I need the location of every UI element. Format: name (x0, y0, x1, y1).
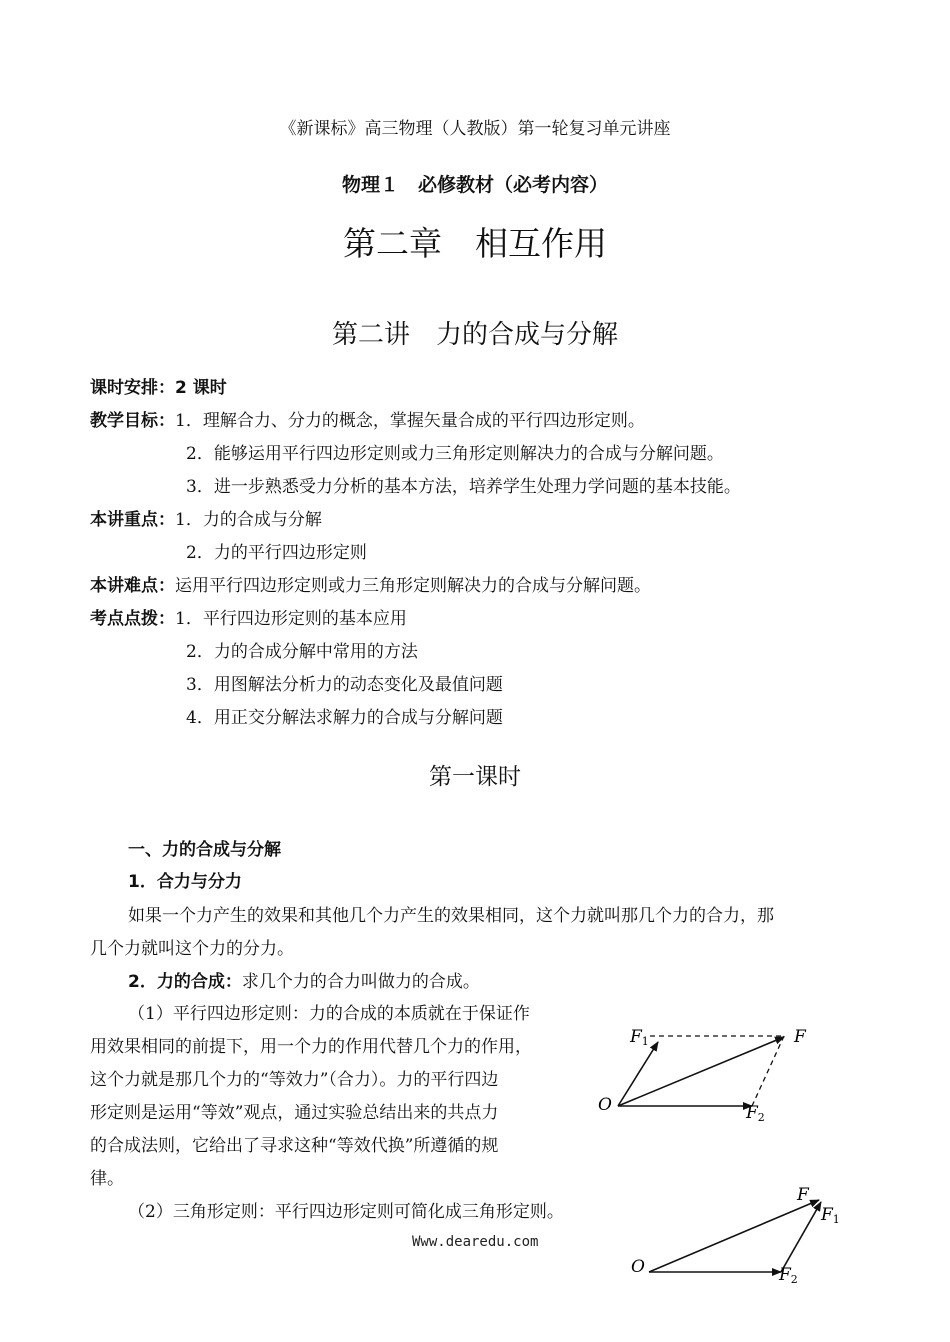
objective-item: 3．进一步熟悉受力分析的基本方法，培养学生处理力学问题的基本技能。 (186, 477, 741, 497)
vector-f-resultant (649, 1200, 819, 1272)
vector-f1 (618, 1042, 658, 1106)
paragraph-1-line-2: 几个力就叫这个力的分力。 (90, 939, 294, 959)
paragraph-2-line: 用效果相同的前提下，用一个力的作用代替几个力的作用， (90, 1037, 532, 1057)
section-heading: 一、力的合成与分解 (128, 840, 281, 860)
difficulties-value: 运用平行四边形定则或力三角形定则解决力的合成与分解问题。 (175, 576, 651, 596)
paragraph-2-line: 的合成法则，它给出了寻求这种“等效代换”所遵循的规 (90, 1136, 499, 1156)
watermark-url: Www.dearedu.com (412, 1234, 539, 1250)
subject-title: 物理１ 必修教材（必考内容） (341, 174, 608, 196)
key-point-item: 1．力的合成与分解 (175, 510, 322, 530)
label-f: F (797, 1185, 809, 1205)
lesson-title: 第一课时 (429, 764, 521, 790)
difficulties-label: 本讲难点： (90, 576, 175, 596)
paragraph-1-line-1: 如果一个力产生的效果和其他几个力产生的效果相同，这个力就叫那几个力的合力，那 (128, 906, 774, 926)
label-origin: O (631, 1257, 645, 1277)
exam-point-item: 3．用图解法分析力的动态变化及最值问题 (186, 675, 503, 695)
objective-item: 2．能够运用平行四边形定则或力三角形定则解决力的合成与分解问题。 (186, 444, 724, 464)
subsection-2-label: 2．力的合成： (128, 972, 242, 992)
label-f2: F2 (779, 1265, 798, 1286)
schedule-label: 课时安排： (90, 378, 175, 398)
parallelogram-diagram (590, 1018, 820, 1128)
difficulties-line (90, 571, 651, 596)
dashed-edge-right (752, 1036, 784, 1106)
schedule-value: 2 课时 (175, 378, 227, 398)
exam-point-item: 1．平行四边形定则的基本应用 (175, 609, 407, 629)
subsection-2-text: 求几个力的合力叫做力的合成。 (241, 972, 480, 992)
vector-f1 (781, 1202, 821, 1272)
key-points-line-1 (90, 505, 322, 530)
label-f1: F1 (630, 1027, 649, 1048)
label-origin: O (598, 1095, 612, 1115)
key-points-label: 本讲重点： (90, 510, 175, 530)
exam-point-item: 4．用正交分解法求解力的合成与分解问题 (186, 708, 503, 728)
exam-point-item: 2．力的合成分解中常用的方法 (186, 642, 418, 662)
label-f1: F1 (821, 1205, 840, 1226)
triangle-diagram (625, 1180, 855, 1290)
chapter-title: 第二章 相互作用 (343, 224, 607, 263)
series-title: 《新课标》高三物理（人教版）第一轮复习单元讲座 (279, 119, 671, 139)
exam-points-line-1 (90, 604, 407, 629)
exam-points-label: 考点点拨： (90, 609, 175, 629)
objectives-label: 教学目标： (90, 411, 175, 431)
objectives-line-1 (90, 406, 645, 431)
paragraph-2-line: （1）平行四边形定则：力的合成的本质就在于保证作 (128, 1004, 530, 1024)
paragraph-2-line: 形定则是运用“等效”观点，通过实验总结出来的共点力 (90, 1103, 499, 1123)
objective-item: 1．理解合力、分力的概念，掌握矢量合成的平行四边形定则。 (175, 411, 645, 431)
lecture-title: 第二讲 力的合成与分解 (331, 320, 618, 350)
schedule-line (90, 373, 227, 398)
key-point-item: 2．力的平行四边形定则 (186, 543, 367, 563)
subsection-2-line (128, 967, 480, 992)
paragraph-2-line: 这个力就是那几个力的“等效力”（合力）。力的平行四边 (90, 1070, 499, 1090)
label-f2: F2 (746, 1103, 765, 1124)
label-f: F (794, 1027, 806, 1047)
subsection-1-heading: 1．合力与分力 (128, 872, 242, 892)
paragraph-3-line: （2）三角形定则：平行四边形定则可简化成三角形定则。 (128, 1202, 564, 1222)
paragraph-2-line: 律。 (90, 1169, 124, 1189)
